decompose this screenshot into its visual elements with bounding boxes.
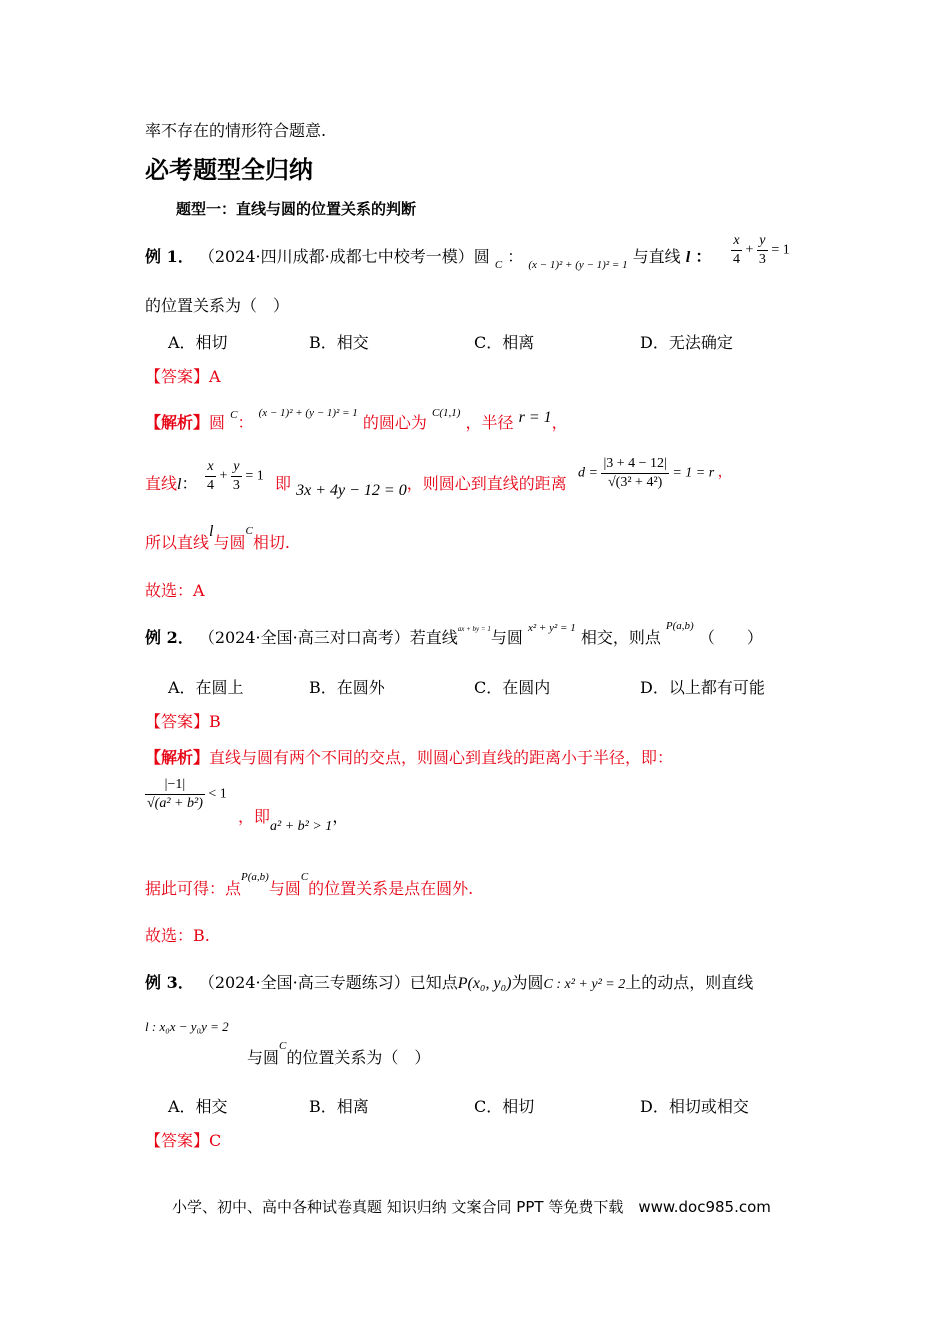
fraction-numerator: x [731, 232, 742, 251]
comma: ， [332, 807, 349, 826]
math-less-than: < 1 [208, 786, 227, 802]
option-a: A．相交 [168, 1097, 228, 1116]
solution-tag: 【解析】 [145, 413, 210, 432]
answer-line [145, 364, 221, 387]
text: 与圆 [247, 1048, 280, 1067]
math-line-equation [731, 232, 790, 269]
text: 为圆 [511, 973, 544, 992]
solution-line-3 [145, 523, 290, 553]
fraction-numerator: y [757, 232, 768, 251]
text: 与圆 [268, 879, 301, 898]
example-source: （2024·全国·高三专题练习）已知点 [198, 973, 458, 992]
option-c: C．相离 [474, 333, 535, 352]
answer-value: C [209, 1131, 222, 1150]
math-circle-name: C [300, 871, 309, 883]
example-source: （2024·全国·高三对口高考）若直线 [198, 628, 458, 647]
solution-line-2b [275, 471, 567, 499]
option-b: B．相交 [309, 333, 369, 352]
math-point: P(x₀, y₀) [457, 975, 512, 992]
example-1-question: 的位置关系为（ ） [145, 296, 290, 315]
example-label: 例 3． [145, 973, 194, 992]
choose-tag: 故选： [145, 926, 194, 945]
math-circle-equation: x² + y² = 1 [528, 622, 576, 634]
intro-text: 率不存在的情形符合题意. [145, 121, 327, 140]
fraction-denominator: 3 [232, 478, 240, 493]
choose-line [145, 578, 205, 601]
math-circle-equation: (x − 1)² + (y − 1)² = 1 [528, 259, 628, 271]
text: 的圆心为 [362, 413, 427, 432]
answer-bracket: （ ） [698, 628, 763, 647]
text: 相切. [252, 533, 290, 552]
choose-tag: 故选： [145, 581, 194, 600]
page-footer: 小学、初中、高中各种试卷真题 知识归纳 文案合同 PPT 等免费下载 www.doc985.com [172, 1198, 771, 1216]
plus-sign: + [745, 242, 754, 258]
text: 直线与圆有两个不同的交点，则圆心到直线的距离小于半径，即： [209, 748, 674, 767]
math-point: P(a,b) [665, 620, 694, 632]
example-3-question [247, 1040, 431, 1068]
choose-value: B. [193, 926, 210, 945]
section-title: 必考题型全归纳 [145, 156, 313, 184]
answer-tag: 【答案】 [145, 367, 210, 386]
comma: ， [717, 465, 732, 481]
colon: ： [695, 247, 712, 266]
math-circle-equation: C : x² + y² = 2 [543, 977, 626, 992]
choose-line [145, 923, 210, 946]
solution-line-1 [145, 745, 673, 768]
answer-line [145, 709, 221, 732]
math-center: C(1,1) [432, 407, 461, 419]
option-a: A．在圆上 [168, 678, 244, 697]
solution-line-2 [145, 471, 197, 494]
text: 所以直线 [145, 533, 210, 552]
math-circle-name: C [245, 525, 253, 537]
text: ，半径 [465, 413, 514, 432]
question-type-title: 题型一：直线与圆的位置关系的判断 [176, 200, 417, 218]
text: ，即 [238, 807, 271, 826]
math-d: d = [578, 465, 598, 481]
example-source: （2024·四川成都·成都七中校考一模）圆 [198, 247, 490, 266]
fraction-numerator: |−1| [145, 776, 205, 795]
option-d: D．无法确定 [640, 333, 733, 352]
math-result: = 1 = r [672, 465, 715, 481]
fraction-denominator: 3 [758, 252, 766, 267]
solution-line-1 [145, 407, 568, 433]
text: ，则圆心到直线的距离 [406, 474, 567, 493]
text-with-line: 与直线 [632, 247, 681, 266]
equals: = 1 [245, 468, 264, 484]
math-circle-name: C [279, 1040, 287, 1052]
math-circle-equation: (x − 1)² + (y − 1)² = 1 [258, 407, 358, 419]
solution-line-3 [145, 871, 474, 899]
math-line-name: l [177, 476, 182, 493]
math-line-equation: l : x₀x − y₀y = 2 [145, 1019, 229, 1034]
fraction-denominator: √(a² + b²) [147, 796, 203, 811]
fraction-denominator: 4 [207, 478, 214, 493]
text: 圆 [209, 413, 226, 432]
math-line-name: l [209, 523, 214, 540]
example-3-stem [145, 970, 753, 993]
text: 的位置关系是点在圆外. [308, 879, 474, 898]
text: 据此可得：点 [145, 879, 242, 898]
option-a: A．相切 [168, 333, 228, 352]
plus-sign: + [219, 468, 228, 484]
example-label: 例 1． [145, 247, 194, 266]
example-3-stem-2 [145, 1019, 229, 1049]
text: 相交，则点 [580, 628, 661, 647]
math-line-equation-2 [205, 458, 264, 495]
colon: ： [237, 413, 254, 432]
answer-tag: 【答案】 [145, 712, 210, 731]
math-inequality [145, 776, 227, 813]
colon: ： [181, 474, 198, 493]
solution-tag: 【解析】 [145, 748, 210, 767]
option-c: C．相切 [474, 1097, 535, 1116]
math-circle-name: C [230, 409, 238, 421]
answer-value: A [209, 367, 221, 386]
colon: ： [507, 247, 524, 266]
example-1-stem [145, 244, 712, 271]
text: 与圆 [490, 628, 523, 647]
option-b: B．相离 [309, 1097, 369, 1116]
answer-value: B [209, 712, 221, 731]
text: 即 [275, 474, 292, 493]
math-radius: r = 1 [518, 409, 552, 426]
math-circle-name: C [494, 259, 503, 271]
math-point: P(a,b) [241, 871, 269, 883]
fraction-numerator: x [205, 458, 216, 477]
option-d: D．相切或相交 [640, 1097, 749, 1116]
fraction-numerator: y [231, 458, 242, 477]
text: 上的动点，则直线 [625, 973, 754, 992]
comma: ， [551, 413, 568, 432]
math-distance-formula [578, 455, 732, 492]
text: 直线 [145, 474, 178, 493]
math-result-inequality: a² + b² > 1 [270, 819, 333, 834]
math-line-equation: ax + by = 1 [457, 625, 491, 633]
answer-line [145, 1128, 221, 1151]
fraction-numerator: |3 + 4 − 12| [601, 455, 668, 474]
fraction-denominator: 4 [733, 252, 740, 267]
text: 的位置关系为（ ） [286, 1048, 431, 1067]
option-c: C．在圆内 [474, 678, 551, 697]
option-b: B．在圆外 [309, 678, 385, 697]
math-line-name: l [685, 249, 691, 266]
option-d: D．以上都有可能 [640, 678, 765, 697]
text: 与圆 [213, 533, 246, 552]
example-label: 例 2． [145, 628, 194, 647]
answer-tag: 【答案】 [145, 1131, 210, 1150]
choose-value: A [193, 581, 205, 600]
equals: = 1 [771, 242, 790, 258]
solution-line-2b [238, 804, 349, 834]
example-2-stem [145, 620, 763, 648]
math-line-general-form: 3x + 4y − 12 = 0 [296, 482, 407, 499]
fraction-denominator: √(3² + 4²) [608, 475, 663, 490]
